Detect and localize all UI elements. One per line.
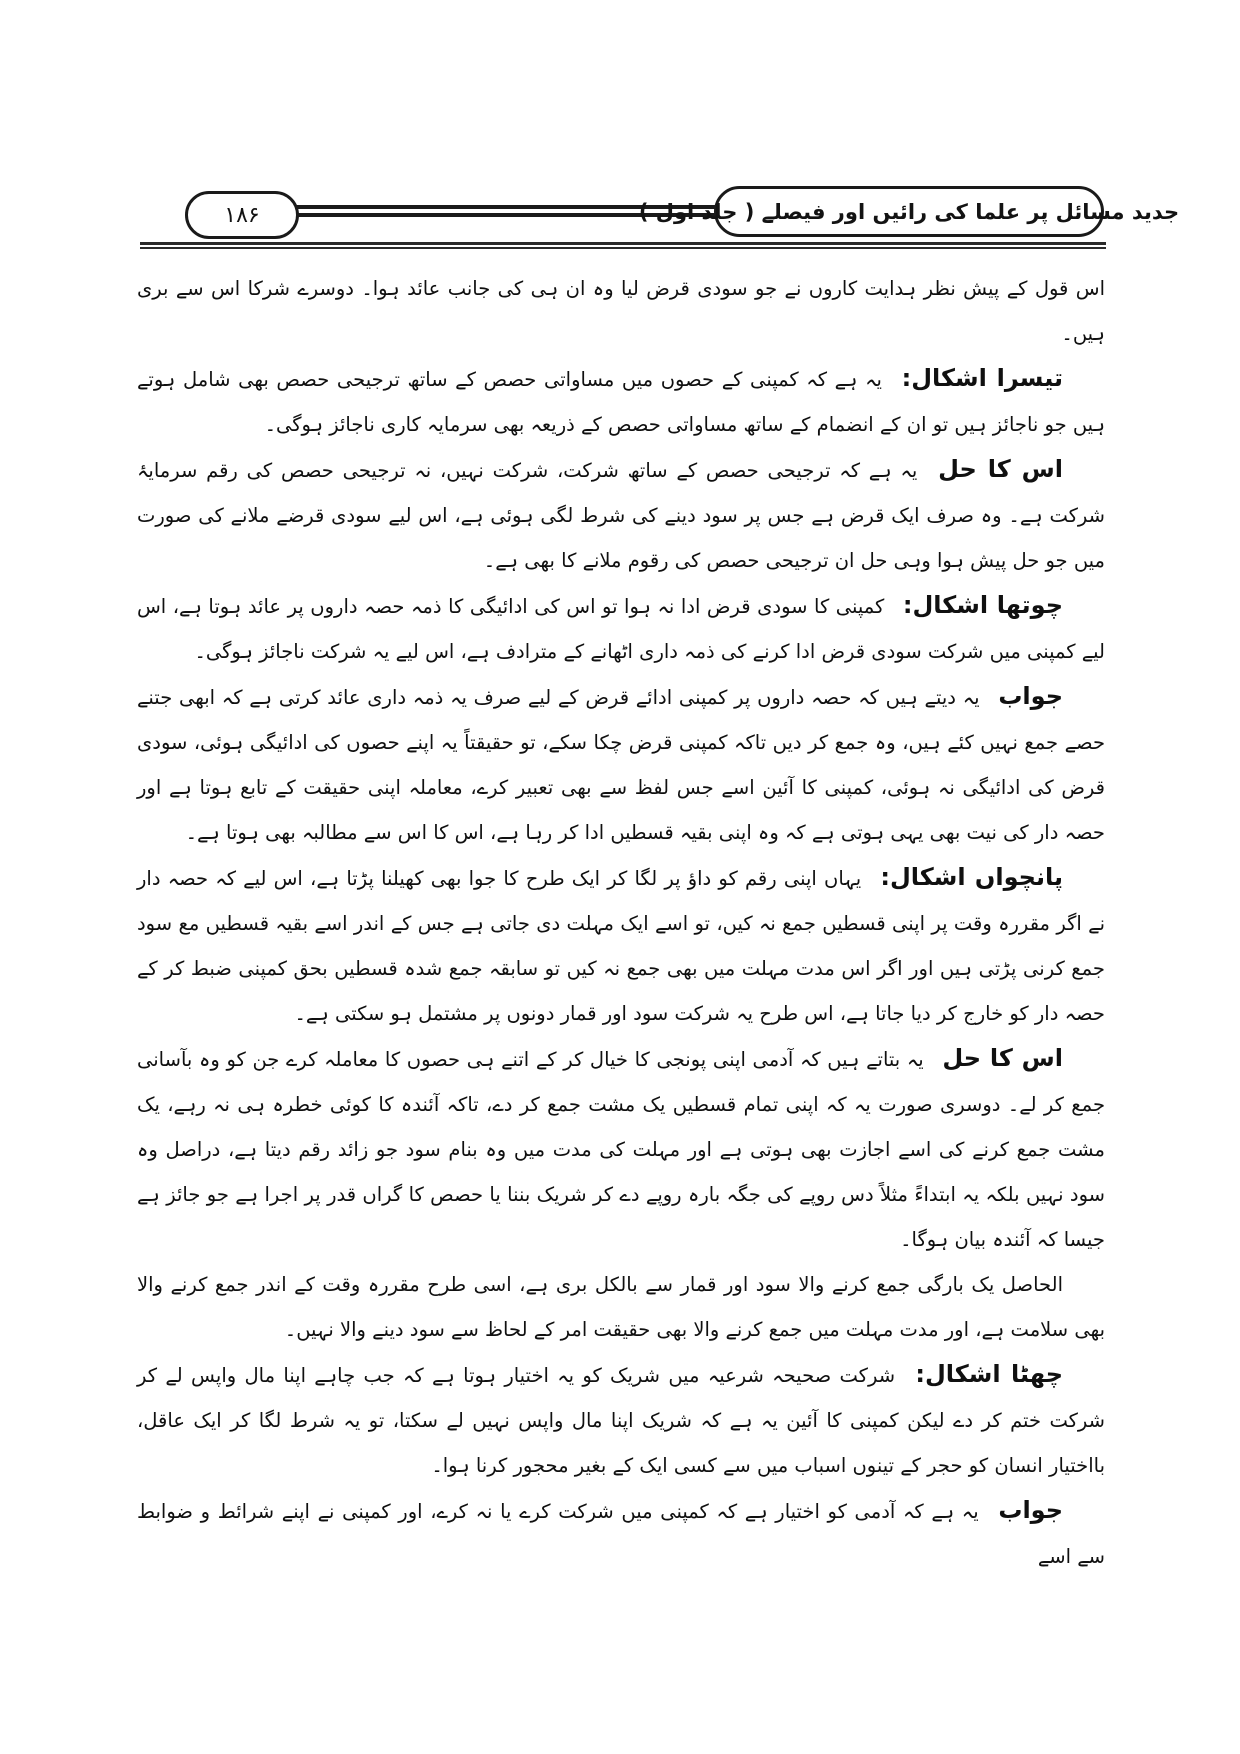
paragraph-text: یہ ہے کہ آدمی کو اختیار ہے کہ کمپنی میں شرکت کرے یا نہ کرے، اور کمپنی نے اپنے شرائط و ضوابط سے اسے bbox=[137, 1500, 1105, 1568]
paragraph-heading: چھٹا اشکال: bbox=[915, 1360, 1063, 1388]
book-title: جدید مسائل پر علما کی رائیں اور فیصلے ( جلد اول ) bbox=[638, 199, 1180, 224]
paragraph-answer-1 bbox=[137, 674, 1105, 855]
paragraph-conclusion bbox=[137, 1262, 1105, 1352]
paragraph-third-objection bbox=[137, 356, 1105, 447]
paragraph-heading: اس کا حل bbox=[938, 455, 1063, 483]
paragraph-solution-1 bbox=[137, 447, 1105, 583]
paragraph-sixth-objection bbox=[137, 1352, 1105, 1488]
paragraph-text: کمپنی کا سودی قرض ادا نہ ہوا تو اس کی ادائیگی کا ذمہ حصہ داروں پر عائد ہوتا ہے، اس لیے کمپنی میں شرکت سودی قرض ادا کرنے کی ذمہ داری اٹھانے کے مترادف ہے، اس لیے یہ شرکت ناجائز ہوگی۔ bbox=[137, 595, 1105, 663]
paragraph-heading: تیسرا اشکال: bbox=[901, 364, 1064, 392]
paragraph-text: الحاصل یک بارگی جمع کرنے والا سود اور قمار سے بالکل بری ہے، اسی طرح مقررہ وقت کے اندر جمع کرنے والا بھی سلامت ہے، اور مدت مہلت میں جمع کرنے والا بھی حقیقت امر کے لحاظ سے سود دینے والا نہیں۔ bbox=[137, 1273, 1105, 1341]
page-number: ۱۸۶ bbox=[224, 202, 260, 228]
paragraph-heading: جواب bbox=[998, 1496, 1064, 1524]
header-divider-rule bbox=[140, 242, 1106, 249]
paragraph-text: یہ دیتے ہیں کہ حصہ داروں پر کمپنی ادائے قرض کے لیے صرف یہ ذمہ داری عائد کرتی ہے کہ ابھی جتنے حصے جمع نہیں کئے ہیں، وہ جمع کر دیں تاکہ کمپنی قرض چکا سکے، تو حقیقتاً یہ اپنے حصوں کی ادائیگی ہوئی، سودی قرض کی ادائیگی نہ ہوئی، کمپنی کا آئین اسے جس لفظ سے بھی تعبیر کرے، معاملہ اپنی حقیقت کے تابع ہوتا ہے اور حصہ دار کی نیت بھی یہی ہوتی ہے کہ وہ اپنی بقیہ قسطیں ادا کر رہا ہے، اس کا اس سے مطالبہ بھی ہوتا ہے۔ bbox=[137, 686, 1105, 844]
paragraph-text: یہ ہے کہ کمپنی کے حصوں میں مساواتی حصص کے ساتھ ترجیحی حصص بھی شامل ہوتے ہیں جو ناجائز ہیں تو ان کے انضمام کے ساتھ مساواتی حصص کے ذریعہ بھی سرمایہ کاری ناجائز ہوگی۔ bbox=[137, 368, 1105, 436]
page-number-badge bbox=[185, 191, 299, 239]
paragraph-text: اس قول کے پیش نظر ہدایت کاروں نے جو سودی قرض لیا وہ ان ہی کی جانب عائد ہوا۔ دوسرے شرکا اس سے بری ہیں۔ bbox=[137, 277, 1105, 345]
paragraph-fourth-objection bbox=[137, 583, 1105, 674]
paragraph-text: شرکت صحیحہ شرعیہ میں شریک کو یہ اختیار ہوتا ہے کہ جب چاہے اپنا مال واپس لے کر شرکت ختم کر دے لیکن کمپنی کا آئین یہ ہے کہ شریک اپنا مال واپس نہیں لے سکتا، تو یہ شرط لگا کر ایک عاقل، بااختیار انسان کو حجر کے تینوں اسباب میں سے کسی ایک کے بغیر محجور کرنا ہوا۔ bbox=[137, 1364, 1105, 1477]
page-body bbox=[137, 266, 1105, 1579]
paragraph-heading: چوتھا اشکال: bbox=[902, 591, 1063, 619]
paragraph-text: یہ بتاتے ہیں کہ آدمی اپنی پونجی کا خیال کر کے اتنے ہی حصوں کا معاملہ کرے جن کو وہ بآسانی جمع کر لے۔ دوسری صورت یہ کہ اپنی تمام قسطیں یک مشت جمع کر دے، تاکہ آئندہ کا کوئی خطرہ ہی نہ رہے، یک مشت جمع کرنے کی اسے اجازت بھی ہوتی ہے اور مہلت کی مدت میں وہ بنام سود جو زائد رقم دیتا ہے، دراصل وہ سود نہیں بلکہ یہ ابتداءً مثلاً دس روپے کی جگہ بارہ روپے دے کر شریک بننا یا حصص کا گراں قدر پر اجرا ہے جو جائز ہے جیسا کہ آئندہ بیان ہوگا۔ bbox=[137, 1048, 1105, 1251]
paragraph-answer-2 bbox=[137, 1488, 1105, 1579]
paragraph-text: یہاں اپنی رقم کو داؤ پر لگا کر ایک طرح کا جوا بھی کھیلنا پڑتا ہے، اس لیے کہ حصہ دار نے اگر مقررہ وقت پر اپنی قسطیں جمع نہ کیں، تو اسے ایک مہلت دی جاتی ہے جس کے اندر اسے بقیہ قسطیں مع سود جمع کرنی پڑتی ہیں اور اگر اس مدت مہلت میں بھی جمع نہ کیں تو سابقہ جمع شدہ قسطیں بحق کمپنی ضبط کر کے حصہ دار کو خارج کر دیا جاتا ہے، اس طرح یہ شرکت سود اور قمار دونوں پر مشتمل ہو سکتی ہے۔ bbox=[137, 867, 1105, 1025]
paragraph-heading: اس کا حل bbox=[942, 1044, 1063, 1072]
paragraph-fifth-objection bbox=[137, 855, 1105, 1036]
paragraph-text: یہ ہے کہ ترجیحی حصص کے ساتھ شرکت، شرکت نہیں، نہ ترجیحی حصص کی رقم سرمایۂ شرکت ہے۔ وہ صرف ایک قرض ہے جس پر سود دینے کی شرط لگی ہوئی ہے، اس لیے سودی قرضے ملانے کی صورت میں جو حل پیش ہوا وہی حل ان ترجیحی حصص کی رقوم ملانے کا بھی ہے۔ bbox=[137, 459, 1105, 572]
paragraph-continuation bbox=[137, 266, 1105, 356]
paragraph-heading: جواب bbox=[998, 682, 1063, 710]
paragraph-solution-2 bbox=[137, 1036, 1105, 1262]
paragraph-heading: پانچواں اشکال: bbox=[880, 863, 1063, 891]
book-title-badge bbox=[638, 186, 1180, 237]
